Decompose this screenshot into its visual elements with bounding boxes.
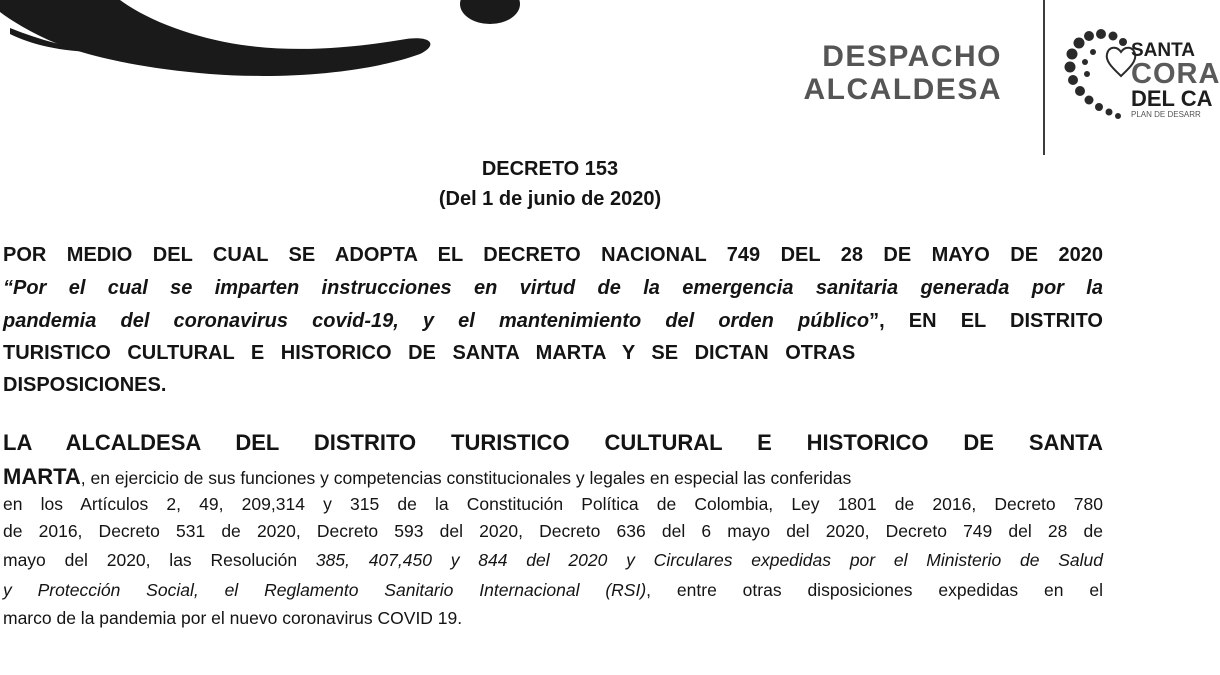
- preamble-line-7: marco de la pandemia por el nuevo coronavirus COVID 19.: [3, 608, 463, 628]
- logo-text-4: PLAN DE DESARR: [1131, 110, 1201, 119]
- preamble-line-2: [3, 464, 1103, 490]
- subject-line-1: POR MEDIO DEL CUAL SE ADOPTA EL DECRETO NACIONAL 749 DEL 28 DE MAYO DE 2020: [3, 244, 1103, 266]
- decree-title: DECRETO 153: [481, 158, 619, 180]
- header-divider: [1043, 0, 1045, 155]
- preamble-line-3: en los Artículos 2, 49, 209,314 y 315 de la Constitución Política de Colombia, Ley 1801 de 2016, Decreto 780: [3, 494, 1103, 514]
- subject-line-3: [3, 310, 1103, 333]
- preamble-line-6-italic: y Protección Social, el Reglamento Sanitario Internacional (RSI): [3, 580, 647, 600]
- preamble-line-5-italic: 385, 407,450 y 844 del 2020 y Circulares expedidas por el Ministerio de Salud: [315, 550, 1103, 570]
- preamble-line-1: LA ALCALDESA DEL DISTRITO TURISTICO CULTURAL E HISTORICO DE SANTA: [3, 430, 1103, 455]
- office-line-1: DESPACHO: [822, 40, 1002, 73]
- preamble-line-5-normal: mayo del 2020, las Resolución: [3, 550, 316, 570]
- decree-date: (Del 1 de junio de 2020): [438, 188, 662, 210]
- preamble-line-2-rest: , en ejercicio de sus funciones y competencias constitucionales y legales en especial las conferidas: [80, 468, 852, 488]
- santa-marta-logo: [1063, 22, 1220, 132]
- subject-line-3-rest: ”, EN EL DISTRITO: [869, 310, 1103, 332]
- preamble-line-5: [3, 550, 1103, 571]
- subject-line-3-italic: pandemia del coronavirus covid-19, y el mantenimiento del orden público: [3, 310, 870, 332]
- letterhead-swoosh-graphic: [0, 0, 560, 140]
- logo-text-2: CORA: [1131, 58, 1220, 90]
- office-heading: [780, 40, 1002, 106]
- subject-line-5: DISPOSICIONES.: [3, 374, 167, 396]
- subject-line-2: “Por el cual se imparten instrucciones en virtud de la emergencia sanitaria generada por la: [3, 277, 1103, 299]
- preamble-line-4: de 2016, Decreto 531 de 2020, Decreto 593 del 2020, Decreto 636 del 6 mayo del 2020, Decreto 749 del 28 de: [3, 521, 1103, 541]
- logo-text-1: SANTA: [1131, 40, 1196, 61]
- preamble-line-6-rest: , entre otras disposiciones expedidas en el: [646, 580, 1104, 600]
- preamble-line-2-bold: MARTA: [3, 464, 81, 489]
- preamble-line-6: [3, 580, 1103, 601]
- office-line-2: ALCALDESA: [803, 73, 1002, 106]
- logo-text-3: DEL CA: [1131, 86, 1213, 111]
- subject-line-4: TURISTICO CULTURAL E HISTORICO DE SANTA MARTA Y SE DICTAN OTRAS: [3, 342, 856, 364]
